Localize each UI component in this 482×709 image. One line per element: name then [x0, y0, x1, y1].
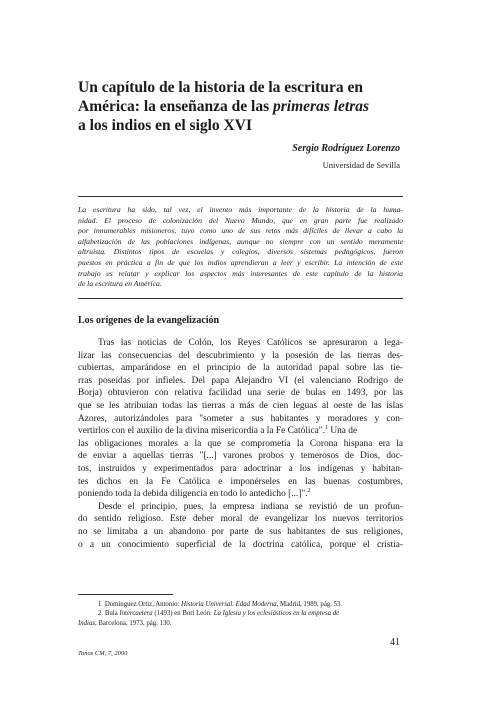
footnote-work-title: La Iglesia y los eclesiásticos en la empresa de	[213, 610, 340, 618]
body-text	[78, 337, 403, 551]
title-italic-phrase: primeras letras	[273, 98, 370, 115]
abstract-line: altruista. Distintos tipos de escuelas y colegios, diversos sistemas pedagógicos, fueron	[78, 247, 403, 257]
footnote-number: 2	[98, 610, 102, 618]
section-heading: Los orígenes de la evangelización	[78, 315, 220, 326]
body-line-text: poniendo toda la debida diligencia en todo lo antedicho [...]".	[78, 489, 308, 500]
abstract-line: alfabetización de las poblaciones indígenas, aunque no siempre con un sentido meramente	[78, 236, 403, 246]
abstract-line: puestos en práctica a fin de que los indios aprendieran a leer y escribir. La intención de este	[78, 257, 403, 267]
footnotes	[78, 600, 403, 628]
abstract-bottom-rule	[78, 298, 403, 299]
body-line: Borja) obtuvieron con relativa facilidad una serie de bulas en 1493, por las	[78, 388, 403, 399]
abstract	[78, 205, 403, 290]
footnote-text: Domínguez Ortiz, Antonio:	[104, 601, 182, 608]
footnote-text: , Madrid, 1989, pág. 53.	[276, 601, 343, 608]
footnote-text: (1493) en Bori León:	[152, 610, 214, 618]
abstract-line: trabajo es relatar y explicar los aspectos más interesantes de este capítulo de la historia	[78, 268, 403, 278]
abstract-top-rule	[78, 196, 403, 197]
body-line: que se les atribuían todas las tierras a más de cien leguas al oeste de las islas	[78, 400, 403, 411]
abstract-line: La escritura ha sido, tal vez, el invento más importante de la historia de la huma-	[78, 205, 403, 214]
body-line: lizar las consecuencias del descubrimiento y la posesión de las tierras des-	[78, 350, 403, 361]
body-line: las obligaciones morales a la que se comprometía la Corona hispana era la	[78, 438, 403, 449]
title-line-2	[78, 97, 408, 116]
body-line: Tras las noticias de Colón, los Reyes Católicos se apresuraron a lega-	[98, 338, 403, 348]
footnote-2	[78, 609, 403, 618]
body-line: Desde el principio, pues, la empresa indiana se revistió de un profun-	[98, 501, 403, 512]
footnote-ref-2[interactable]: 2	[307, 488, 311, 494]
author-name: Sergio Rodríguez Lorenzo	[292, 143, 400, 154]
footnote-number: 1	[98, 601, 102, 608]
abstract-line: de la escritura en América.	[78, 279, 162, 289]
body-line: rras poseídas por infieles. Del papa Alejandro VI (el valenciano Rodrigo de	[78, 375, 403, 386]
title-line-1: Un capítulo de la historia de la escritura en	[78, 79, 364, 96]
footnote-1	[78, 600, 403, 609]
footnote-rule	[78, 594, 173, 595]
footnote-work-title: Indias	[78, 619, 95, 627]
body-line: cubiertas, amparándose en el principio de la autoridad papal sobre las tie-	[78, 363, 403, 374]
body-line	[78, 488, 403, 501]
body-line: no se limitaba a un abandono por parte de sus habitantes de sus religiones,	[78, 526, 403, 537]
abstract-line: por innumerables misioneros, tuvo como uno de sus retos más difíciles de llevar a cabo la	[78, 226, 403, 236]
journal-folio: Tonos CM, 7, 2000	[78, 650, 128, 657]
body-line: tos, instruidos y experimentados para adoctrinar a los indígenas y habitan-	[78, 463, 403, 474]
body-line: tes dichos en la Fe Católica e imponérseles en las buenas costumbres,	[78, 476, 403, 487]
footnote-ref-1[interactable]: 1	[324, 425, 328, 432]
body-line: Azores, autorizándoles para "someter a sus habitantes y moradores y con-	[78, 413, 403, 424]
footnote-text: Bula	[104, 610, 120, 618]
footnote-work-title: Historia Universal. Edad Moderna	[181, 601, 277, 608]
page-number: 41	[390, 637, 400, 648]
footnote-work-title: Intercaetera	[119, 610, 153, 618]
footnote-2-continued	[78, 619, 403, 628]
author-affiliation: Universidad de Sevilla	[322, 160, 400, 170]
footnote-text: , Barcelona, 1973, pág. 130.	[95, 619, 172, 627]
body-line	[78, 425, 403, 438]
article-title	[78, 78, 408, 135]
body-line-text: Una de	[327, 426, 358, 437]
title-line-2-text: América: la enseñanza de las	[78, 98, 274, 115]
body-line-text: vertirlos con el auxilio de la divina misericordia a la Fe Católica".	[78, 426, 325, 437]
body-line: o a un conocimiento superficial de la doctrina católica, porque el cristia-	[78, 539, 403, 550]
body-line: do sentido religioso. Este deber moral de evangelizar los nuevos territorios	[78, 514, 403, 525]
abstract-line: nidad. El proceso de colonización del Nuevo Mundo, que en gran parte fue realizado	[78, 215, 403, 225]
body-line: de enviar a aquellas tierras "[...] varones probos y temerosos de Dios, doc-	[78, 451, 403, 462]
title-line-3: a los indios en el siglo XVI	[78, 117, 252, 134]
